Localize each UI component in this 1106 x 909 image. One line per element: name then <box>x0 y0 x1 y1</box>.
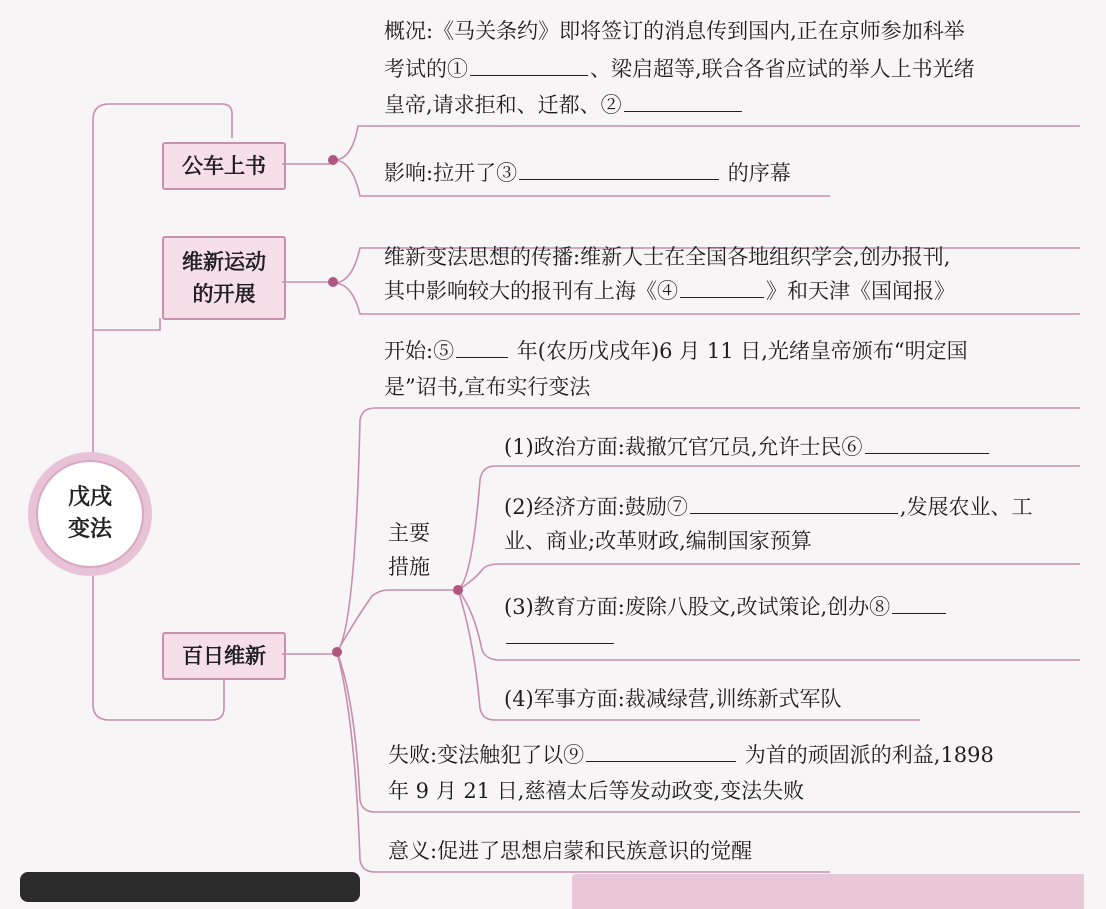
measures-label-2: 措施 <box>388 555 430 579</box>
gaikuang-line-3 <box>384 88 744 122</box>
measure-2-b: ,发展农业、工 <box>899 495 1033 519</box>
weixin-line-2 <box>384 274 955 308</box>
blank-8b <box>506 621 614 644</box>
kaishi-line-1b: 年(农历戊戌年)6 月 11 日,光绪皇帝颁布“明定国 <box>516 339 968 363</box>
shibai-line-2: 年 9 月 21 日,慈禧太后等发动政变,变法失败 <box>388 779 805 803</box>
measure-2-a: (2)经济方面:鼓励⑦ <box>504 495 688 519</box>
gaikuang-line-2a: 考试的① <box>384 57 468 81</box>
node-dot <box>328 277 338 287</box>
measure-2-line-2: 业、商业;改革财政,编制国家预算 <box>504 529 812 553</box>
kaishi-line-1a: 开始:⑤ <box>384 339 455 363</box>
measure-3-text: (3)教育方面:废除八股文,改试策论,创办⑧ <box>504 595 891 619</box>
measure-2-line-1 <box>504 490 1033 524</box>
blank-1 <box>470 53 588 76</box>
footer-bar-right <box>572 874 1084 909</box>
branch-gongche-label: 公车上书 <box>182 154 266 178</box>
blank-6 <box>865 431 989 454</box>
gaikuang-line-2b: 、梁启超等,联合各省应试的举人上书光绪 <box>590 57 975 81</box>
measure-1-text: (1)政治方面:裁撤冗官冗员,允许士民⑥ <box>504 435 863 459</box>
measure-4: (4)军事方面:裁减绿营,训练新式军队 <box>504 687 842 711</box>
blank-7 <box>690 491 898 514</box>
yingxiang-a: 影响:拉开了③ <box>384 161 518 185</box>
measure-3-line-1 <box>504 590 948 624</box>
gaikuang-line-2 <box>384 52 975 86</box>
yiyi: 意义:促进了思想启蒙和民族意识的觉醒 <box>388 839 753 863</box>
blank-9 <box>586 739 736 762</box>
branch-bairi-label: 百日维新 <box>182 644 266 668</box>
measure-1 <box>504 430 991 464</box>
shibai-line-1b: 为首的顽固派的利益,1898 <box>744 743 994 767</box>
branch-weixin-line-1: 维新运动 <box>182 250 266 274</box>
gaikuang-line-1: 概况:《马关条约》即将签订的消息传到国内,正在京师参加科举 <box>384 19 965 43</box>
gaikuang-line-3a: 皇帝,请求拒和、迁都、② <box>384 93 622 117</box>
blank-8 <box>892 591 946 614</box>
root-line-1: 戊戌 <box>67 485 112 510</box>
root-line-2: 变法 <box>67 517 112 542</box>
blank-3 <box>519 157 719 180</box>
weixin-line-2b: 》和天津《国闻报》 <box>766 279 955 303</box>
weixin-line-1: 维新变法思想的传播:维新人士在全国各地组织学会,创办报刊, <box>384 245 951 269</box>
node-dot <box>332 647 342 657</box>
kaishi-line-2: 是”诏书,宣布实行变法 <box>384 375 591 399</box>
yingxiang <box>384 156 791 190</box>
node-dot <box>328 155 338 165</box>
blank-2 <box>624 89 742 112</box>
yingxiang-b: 的序幕 <box>727 161 791 185</box>
node-dot <box>453 585 463 595</box>
footer-bar-left <box>20 872 360 902</box>
branch-weixin-line-2: 的开展 <box>192 282 256 306</box>
kaishi-line-1 <box>384 334 968 368</box>
measure-3-line-2 <box>504 620 616 654</box>
weixin-line-2a: 其中影响较大的报刊有上海《④ <box>384 279 678 303</box>
shibai-line-1a: 失败:变法触犯了以⑨ <box>388 743 585 767</box>
blank-4 <box>680 275 764 298</box>
measures-label-1: 主要 <box>388 521 430 545</box>
blank-5 <box>456 335 508 358</box>
shibai-line-1 <box>388 738 994 772</box>
